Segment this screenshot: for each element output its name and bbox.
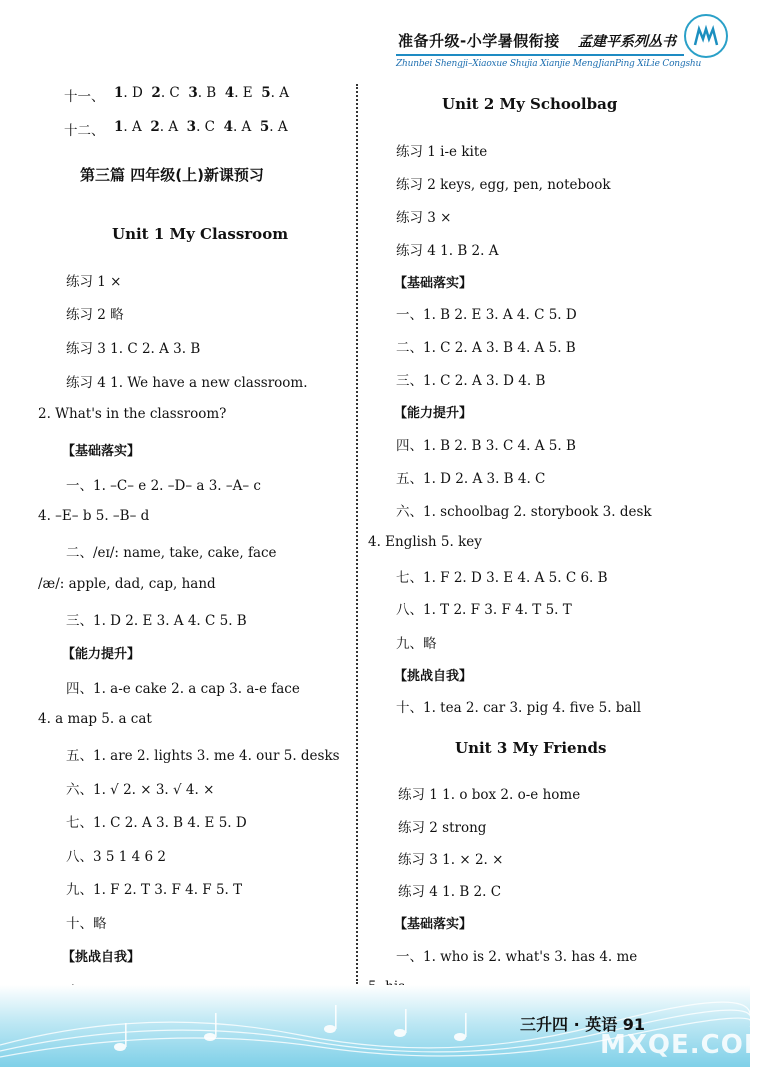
exercise-line: 练习 3 × [396,210,452,226]
answer-line: 十、略 [66,916,107,932]
answer-line: 二、/eɪ/: name, take, cake, face [66,545,277,561]
section-tag: 【基础落实】 [394,917,473,932]
exercise-line: 练习 3 1. C 2. A 3. B [66,341,201,357]
answer-line: 八、1. T 2. F 3. F 4. T 5. T [396,602,572,618]
answer-line: 三、1. C 2. A 3. D 4. B [396,373,546,389]
exercise-line: 练习 1 i-e kite [396,144,488,160]
exercise-line: 练习 2 strong [398,820,487,836]
exercise-line: 练习 4 1. B 2. C [398,884,502,900]
publisher-logo-icon [684,14,728,58]
section-tag: 【基础落实】 [394,276,473,291]
answer-line: 1. A 2. A 3. C 4. A 5. A [114,119,288,135]
watermark: MXQE.COM [600,1030,771,1060]
exercise-line: 练习 2 keys, egg, pen, notebook [396,177,611,193]
section-tag: 【基础落实】 [62,444,141,459]
page-header [0,0,750,78]
exercise-line: 2. What's in the classroom? [38,406,227,422]
answer-line: 七、1. C 2. A 3. B 4. E 5. D [66,815,247,831]
section-tag: 【挑战自我】 [62,950,141,965]
exercise-line: 练习 3 1. × 2. × [398,852,504,868]
page-label: 三升四 · 英语 91 [520,1015,646,1034]
part-title: 第三篇 四年级(上)新课预习 [80,166,264,184]
section-tag: 【挑战自我】 [394,669,473,684]
answer-line: /æ/: apple, dad, cap, hand [38,576,216,592]
section-tag: 【能力提升】 [394,406,473,421]
answer-line: 一、1. who is 2. what's 3. has 4. me [396,949,638,965]
answer-line: 六、1. schoolbag 2. storybook 3. desk [396,504,652,520]
answer-line: 五、1. are 2. lights 3. me 4. our 5. desks [66,748,340,764]
answer-line: 二、1. C 2. A 3. B 4. A 5. B [396,340,576,356]
answer-line: 十、1. tea 2. car 3. pig 4. five 5. ball [396,700,642,716]
answer-line: 三、1. D 2. E 3. A 4. C 5. B [66,613,247,629]
answer-line: 十一、 [64,89,105,105]
answer-line: 九、略 [396,636,437,652]
column-divider [356,84,358,984]
answer-line: 九、1. F 2. T 3. F 4. F 5. T [66,882,243,898]
exercise-line: 练习 4 1. We have a new classroom. [66,375,308,391]
header-rule [396,54,684,56]
answer-line: 七、1. F 2. D 3. E 4. A 5. C 6. B [396,570,608,586]
answer-line: 十二、 [64,123,105,139]
book-title-pinyin: Zhunbei Shengji–Xiaoxue Shujia Xianjie MengJianPing XiLie Congshu [396,59,702,69]
exercise-line: 练习 1 1. o box 2. o-e home [398,787,581,803]
answer-line: 五、1. D 2. A 3. B 4. C [396,471,546,487]
unit-title: Unit 3 My Friends [455,739,607,757]
exercise-line: 练习 4 1. B 2. A [396,243,499,259]
answer-line: 一、1. B 2. E 3. A 4. C 5. D [396,307,577,323]
answer-line: 四、1. B 2. B 3. C 4. A 5. B [396,438,576,454]
exercise-line: 练习 2 略 [66,307,124,323]
answer-line: 4. –E– b 5. –B– d [38,508,150,524]
answer-line: 一、1. –C– e 2. –D– a 3. –A– c [66,478,261,494]
answer-line: 四、1. a-e cake 2. a cap 3. a-e face [66,681,300,697]
book-title: 准备升级-小学暑假衔接 [398,32,560,50]
answer-line: 八、3 5 1 4 6 2 [66,849,166,865]
answer-line: 1. D 2. C 3. B 4. E 5. A [114,85,289,101]
section-tag: 【能力提升】 [62,647,141,662]
answer-line: 4. a map 5. a cat [38,711,152,727]
series-name: 孟建平系列丛书 [578,34,676,50]
exercise-line: 练习 1 × [66,274,122,290]
answer-line: 4. English 5. key [368,534,482,550]
answer-line: 六、1. √ 2. × 3. √ 4. × [66,782,215,798]
unit-title: Unit 2 My Schoolbag [442,95,618,113]
unit-title: Unit 1 My Classroom [112,225,289,243]
